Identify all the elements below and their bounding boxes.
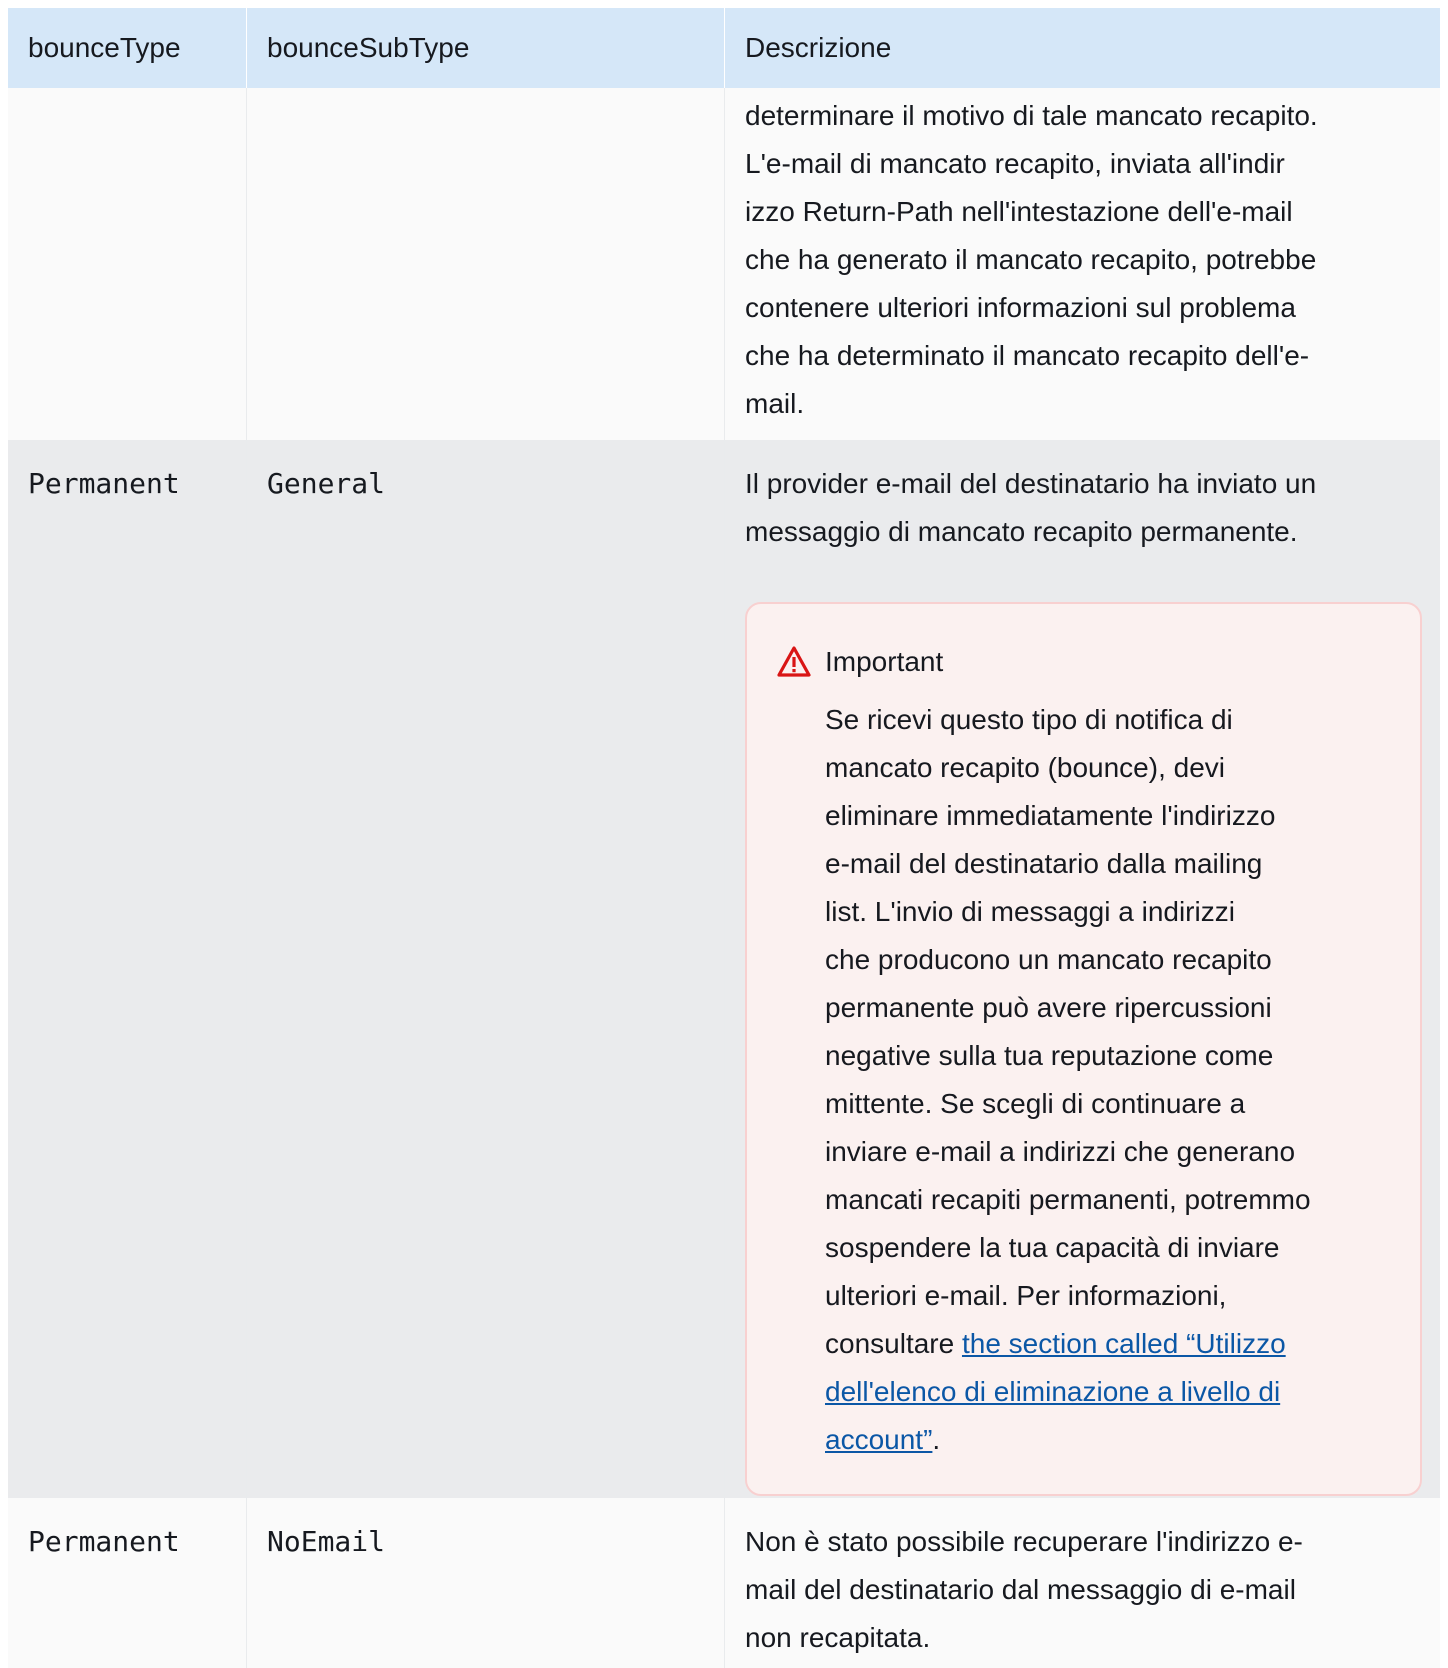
alert-line: Se ricevi questo tipo di notifica di (825, 704, 1233, 735)
bounce-subtype-cell (246, 88, 724, 440)
alert-line: mancato recapito (bounce), devi (825, 752, 1225, 783)
description-line: L'e-mail di mancato recapito, inviata all'indir (745, 148, 1285, 179)
link-prefix: consultare (825, 1328, 962, 1359)
suppression-list-link-part[interactable]: account” (825, 1424, 933, 1455)
table-header (8, 8, 1440, 88)
description-cell (724, 1498, 1440, 1668)
important-alert (745, 602, 1422, 1496)
alert-title: Important (825, 646, 944, 677)
description-line: che ha generato il mancato recapito, potrebbe (745, 244, 1317, 275)
description-line: non recapitata. (745, 1622, 931, 1653)
description-line: Non è stato possibile recuperare l'indirizzo e- (745, 1526, 1303, 1557)
table-row (8, 88, 1440, 440)
alert-line: inviare e-mail a indirizzi che generano (825, 1136, 1296, 1167)
description-line: che ha determinato il mancato recapito dell'e- (745, 340, 1310, 371)
alert-line: sospendere la tua capacità di inviare (825, 1232, 1280, 1263)
description-cell (724, 440, 1440, 1498)
alert-line: ulteriori e-mail. Per informazioni, (825, 1280, 1227, 1311)
alert-line: permanente può avere ripercussioni (825, 992, 1272, 1023)
alert-line: mittente. Se scegli di continuare a (825, 1088, 1246, 1119)
header-bouncesubtype: bounceSubType (246, 8, 724, 88)
alert-line (825, 1320, 1380, 1368)
bounce-type-cell (8, 88, 246, 440)
alert-line: list. L'invio di messaggi a indirizzi (825, 896, 1235, 927)
description-line: mail del destinatario dal messaggio di e-mail (745, 1574, 1296, 1605)
warning-icon (777, 646, 811, 678)
suppression-list-link-part[interactable]: dell'elenco di eliminazione a livello di (825, 1376, 1281, 1407)
description-line: Il provider e-mail del destinatario ha inviato un (745, 468, 1317, 499)
description-line: contenere ulteriori informazioni sul problema (745, 292, 1296, 323)
suppression-list-link-part[interactable]: the section called “Utilizzo (961, 1328, 1286, 1359)
alert-body (777, 696, 1380, 1464)
link-suffix: . (932, 1424, 941, 1455)
description-cell (724, 88, 1440, 440)
alert-line (825, 1368, 1380, 1416)
bounce-subtype-cell: General (246, 440, 724, 1498)
description-line: mail. (745, 388, 805, 419)
table-row (8, 1498, 1440, 1668)
description-line: determinare il motivo di tale mancato recapito. (745, 100, 1318, 131)
bounce-type-cell: Permanent (28, 1525, 180, 1558)
alert-line: negative sulla tua reputazione come (825, 1040, 1274, 1071)
alert-line: che producono un mancato recapito (825, 944, 1272, 975)
alert-line: mancati recapiti permanenti, potremmo (825, 1184, 1311, 1215)
alert-line: eliminare immediatamente l'indirizzo (825, 800, 1276, 831)
header-bouncetype: bounceType (28, 32, 181, 63)
bounce-type-cell: Permanent (28, 467, 180, 500)
header-descrizione: Descrizione (724, 8, 1440, 88)
bounce-types-table (8, 8, 1440, 1668)
alert-header (777, 638, 1380, 686)
table-row (8, 440, 1440, 1498)
bounce-subtype-cell: NoEmail (246, 1498, 724, 1668)
description-line: izzo Return-Path nell'intestazione dell'e-mail (745, 196, 1293, 227)
alert-line: e-mail del destinatario dalla mailing (825, 848, 1263, 879)
description-line: messaggio di mancato recapito permanente. (745, 516, 1298, 547)
alert-line (825, 1416, 1380, 1464)
